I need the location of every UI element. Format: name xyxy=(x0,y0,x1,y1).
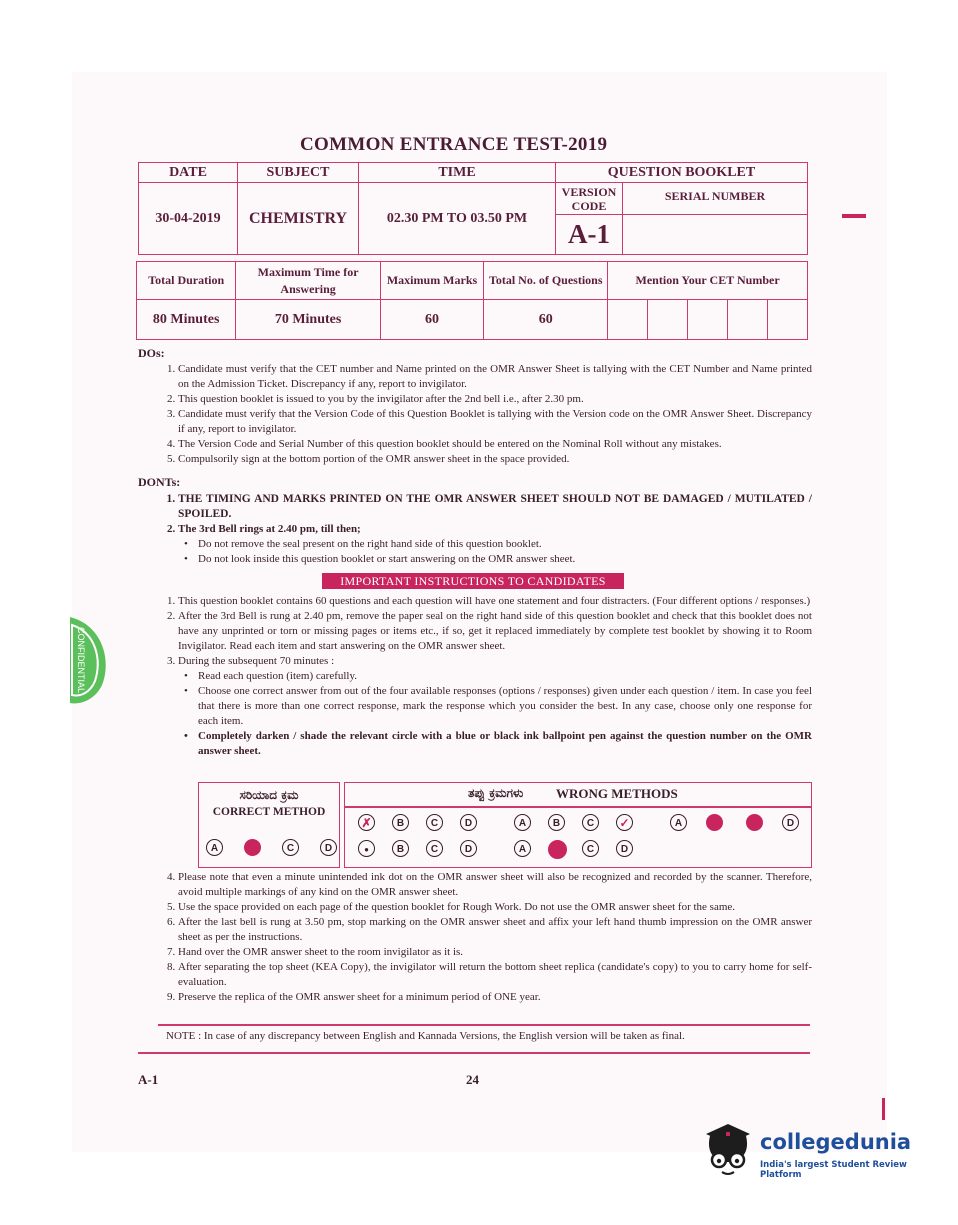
collegedunia-logo xyxy=(700,1120,940,1190)
bubble-c: C xyxy=(426,840,443,857)
donts-item: 2. The 3rd Bell rings at 2.40 pm, till then; xyxy=(178,522,812,537)
version-code: A-1 xyxy=(556,215,623,255)
bubble-a: A xyxy=(670,814,687,831)
discrepancy-note: NOTE : In case of any discrepancy between English and Kannada Versions, the English version will be taken as final. xyxy=(166,1030,685,1042)
cet-number-header: Mention Your CET Number xyxy=(608,262,808,300)
exam-info-table xyxy=(138,162,808,255)
serial-number-field xyxy=(623,215,808,255)
serial-number-header: SERIAL NUMBER xyxy=(623,183,808,215)
total-duration: 80 Minutes xyxy=(137,300,236,340)
page-title: COMMON ENTRANCE TEST-2019 xyxy=(300,134,608,155)
instruction-item: 4. Please note that even a minute unintended ink dot on the OMR answer sheet will also be recognized and recorded by the scanner. Therefore, avoid multiple markings of any kind on the OMR answer sheet. xyxy=(178,870,812,900)
wrong-methods-kannada: ತಪ್ಪು ಕ್ರಮಗಳು xyxy=(468,786,524,800)
instruction-bullet: • Choose one correct answer from out of the four available responses (options / responses) given under each question / item. In case you feel that there is more than one correct response, mark the response which you consider the best. In any case, choose only one response for each item. xyxy=(198,684,812,729)
confidential-stamp xyxy=(40,615,110,705)
max-marks: 60 xyxy=(380,300,483,340)
max-time: 70 Minutes xyxy=(236,300,380,340)
svg-text:CONFIDENTIAL: CONFIDENTIAL xyxy=(76,626,86,694)
instructions-banner: IMPORTANT INSTRUCTIONS TO CANDIDATES xyxy=(322,573,624,589)
student-mascot-icon xyxy=(700,1122,756,1178)
subject-header: SUBJECT xyxy=(238,163,359,183)
version-code-header: VERSION CODE xyxy=(556,183,623,215)
bubble-overfilled xyxy=(548,840,567,859)
correct-method-kannada: ಸರಿಯಾದ ಕ್ರಮ xyxy=(239,788,299,802)
donts-heading: DONTs: xyxy=(138,475,181,489)
bubble-b: B xyxy=(548,814,565,831)
dos-heading: DOs: xyxy=(138,346,165,360)
max-marks-header: Maximum Marks xyxy=(380,262,483,300)
bubble-c: C xyxy=(582,814,599,831)
omr-methods-example xyxy=(198,782,810,866)
instruction-item: 5. Use the space provided on each page of the question booklet for Rough Work. Do not use the OMR answer sheet for the same. xyxy=(178,900,812,915)
dos-item: 5. Compulsorily sign at the bottom portion of the OMR answer sheet in the space provided. xyxy=(178,452,812,467)
instruction-item: 7. Hand over the OMR answer sheet to the room invigilator as it is. xyxy=(178,945,812,960)
donts-item: 1. THE TIMING AND MARKS PRINTED ON THE OMR ANSWER SHEET SHOULD NOT BE DAMAGED / MUTILATED / SPOILED. xyxy=(178,492,812,522)
bubble-c: C xyxy=(426,814,443,831)
exam-subject: CHEMISTRY xyxy=(238,183,359,255)
divider xyxy=(158,1024,810,1026)
bubble-d: D xyxy=(460,814,477,831)
exam-duration-table xyxy=(136,261,808,340)
duration-header: Total Duration xyxy=(137,262,236,300)
dos-item: 4. The Version Code and Serial Number of this question booklet should be entered on the Nominal Roll without any mistakes. xyxy=(178,437,812,452)
bubble-d: D xyxy=(616,840,633,857)
divider xyxy=(138,1052,810,1054)
dos-item: 2. This question booklet is issued to you by the invigilator after the 2nd bell i.e., after 2.30 pm. xyxy=(178,392,812,407)
bubble-b: B xyxy=(392,814,409,831)
instruction-item: 6. After the last bell is rung at 3.50 pm, stop marking on the OMR answer sheet and affix your left hand thumb impression on the OMR answer sheet as per the instructions. xyxy=(178,915,812,945)
instruction-bullet: • Completely darken / shade the relevant circle with a blue or black ink ballpoint pen against the question number on the OMR answer sheet. xyxy=(198,729,812,759)
exam-date: 30-04-2019 xyxy=(139,183,238,255)
divider xyxy=(344,806,812,808)
date-header: DATE xyxy=(139,163,238,183)
cet-digit-box xyxy=(608,300,648,340)
bubble-d: D xyxy=(460,840,477,857)
cet-digit-box xyxy=(648,300,688,340)
exam-time: 02.30 PM TO 03.50 PM xyxy=(359,183,556,255)
instructions-list-continued xyxy=(156,870,812,1005)
max-time-header: Maximum Time for Answering xyxy=(236,262,380,300)
instructions-list xyxy=(156,594,812,759)
instruction-item: 9. Preserve the replica of the OMR answer sheet for a minimum period of ONE year. xyxy=(178,990,812,1005)
footer-version-code: A-1 xyxy=(138,1072,159,1087)
seal-mark xyxy=(842,214,866,218)
dos-item: 1. Candidate must verify that the CET number and Name printed on the OMR Answer Sheet is tallying with the CET Number and Name printed on the Admission Ticket. Discrepancy if any, report to invigilator. xyxy=(178,362,812,392)
logo-tagline: India's largest Student Review Platform xyxy=(760,1160,907,1180)
instruction-item: 1. This question booklet contains 60 questions and each question will have one statement and four distracters. (Four different options / responses.) xyxy=(178,594,812,609)
dos-item: 3. Candidate must verify that the Version Code of this Question Booklet is tallying with the Version code on the OMR Answer Sheet. Discrepancy if any, report to invigilator. xyxy=(178,407,812,437)
bubble-filled xyxy=(244,839,261,856)
correct-method-label: CORRECT METHOD xyxy=(212,806,326,818)
donts-bullet: • Do not look inside this question booklet or start answering on the OMR answer sheet. xyxy=(198,552,812,567)
time-header: TIME xyxy=(359,163,556,183)
seal-mark-bottom xyxy=(882,1098,885,1120)
instruction-bullet: • Read each question (item) carefully. xyxy=(198,669,812,684)
bubble-a: A xyxy=(206,839,223,856)
bubble-a: A xyxy=(514,840,531,857)
bubble-filled xyxy=(746,814,763,831)
booklet-header: QUESTION BOOKLET xyxy=(556,163,808,183)
confidential-seal-icon xyxy=(40,615,110,705)
bubble-filled xyxy=(706,814,723,831)
cet-digit-box xyxy=(728,300,768,340)
cet-digit-box xyxy=(688,300,728,340)
dos-list xyxy=(156,362,812,467)
page-number: 24 xyxy=(466,1072,479,1087)
bubble-crossed: ✗ xyxy=(358,814,375,831)
bubble-d: D xyxy=(782,814,799,831)
bubble-dot: ● xyxy=(358,840,375,857)
donts-list xyxy=(156,492,812,567)
logo-wordmark: collegedunia xyxy=(760,1130,912,1154)
bubble-a: A xyxy=(514,814,531,831)
donts-bullet: • Do not remove the seal present on the right hand side of this question booklet. xyxy=(198,537,812,552)
bubble-b: B xyxy=(392,840,409,857)
instruction-item: 8. After separating the top sheet (KEA Copy), the invigilator will return the bottom sheet replica (candidate's copy) to you to carry home for self-evaluation. xyxy=(178,960,812,990)
wrong-methods-label: WRONG METHODS xyxy=(556,786,678,801)
total-questions: 60 xyxy=(484,300,608,340)
bubble-c: C xyxy=(282,839,299,856)
instruction-item: 2. After the 3rd Bell is rung at 2.40 pm, remove the paper seal on the right hand side of this question booklet and check that this booklet does not have any unprinted or torn or missing pages or items etc., if so, get it replaced immediately by complete test booklet by showing it to Room Invigilator. Read each item and start answering on the OMR answer sheet. xyxy=(178,609,812,654)
instruction-item: 3. During the subsequent 70 minutes : xyxy=(178,654,812,669)
bubble-d: D xyxy=(320,839,337,856)
bubble-c: C xyxy=(582,840,599,857)
total-questions-header: Total No. of Questions xyxy=(484,262,608,300)
bubble-ticked: ✓ xyxy=(616,814,633,831)
cet-digit-box xyxy=(767,300,807,340)
